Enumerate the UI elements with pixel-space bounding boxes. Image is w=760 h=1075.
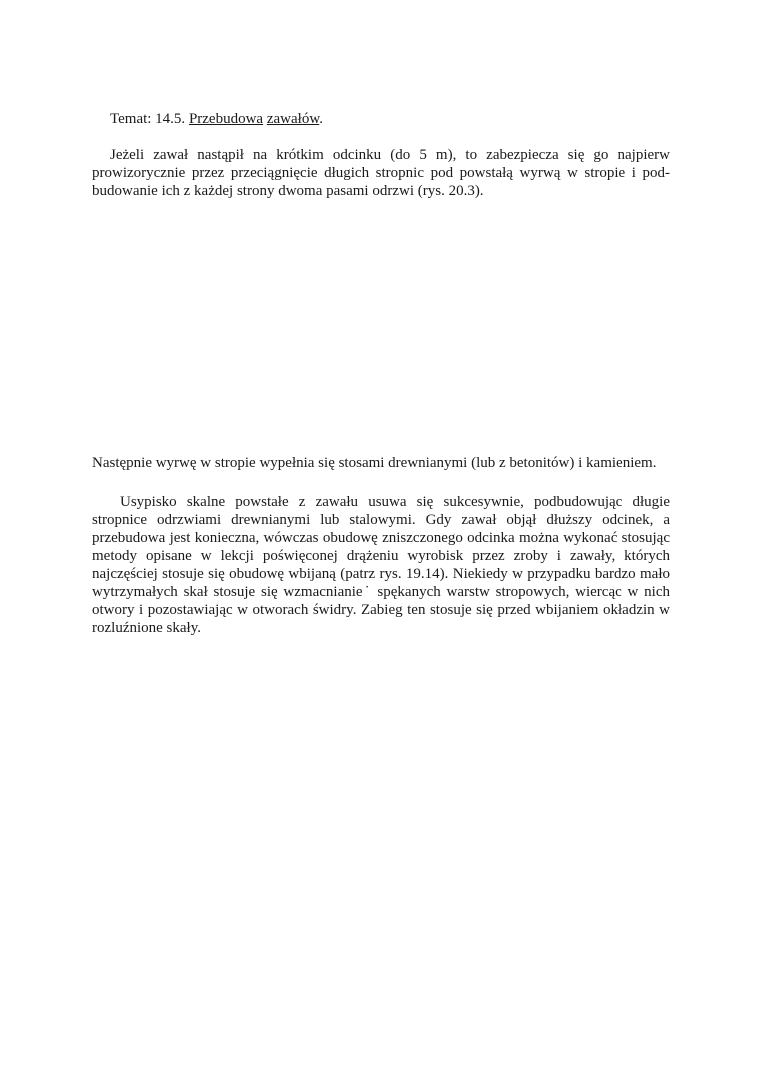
title-suffix: . [319, 111, 323, 127]
title-prefix: Temat: 14.5. [110, 111, 186, 127]
figure-placeholder [92, 210, 670, 450]
paragraph-intro: Jeżeli zawał nastąpił na krótkim odcinku (do 5 m), to zabezpiecza się go najpierw prowizorycznie przez przeciągnięcie długich stropnic pod powstałą wyrwą w stropie i pod-budowanie ich z każdej strony dwoma pasami odrzwi (rys. 20.3). [92, 147, 670, 199]
title-word-przebudowa: Przebudowa [188, 111, 264, 127]
document-title [110, 110, 323, 128]
paragraph-filling: Następnie wyrwę w stropie wypełnia się stosami drewnianymi (lub z betonitów) i kamieniem. [92, 455, 657, 471]
title-word-zawalow: zawałów [266, 111, 320, 127]
paragraph-rubble-removal: Usypisko skalne powstałe z zawału usuwa się sukcesywnie, podbudowując długie stropnice odrzwiami drewnianymi lub stalowymi. Gdy zawał objął dłuższy odcinek, a przebudowa jest konieczna, wówczas obudowę zniszczonego odcinka można wykonać stosując metody opisane w lekcji poświęconej drążeniu wyrobisk przez zroby i zawały, których najczęściej stosuje się obudowę wbijaną (patrz rys. 19.14). Niekiedy w przypadku bardzo mało wytrzymałych skał stosuje się wzmacnianie˙ spękanych warstw stropowych, wiercąc w nich otwory i pozostawiając w otworach świdry. Zabieg ten stosuje się przed wbijaniem okładzin w rozluźnione skały. [92, 494, 670, 636]
